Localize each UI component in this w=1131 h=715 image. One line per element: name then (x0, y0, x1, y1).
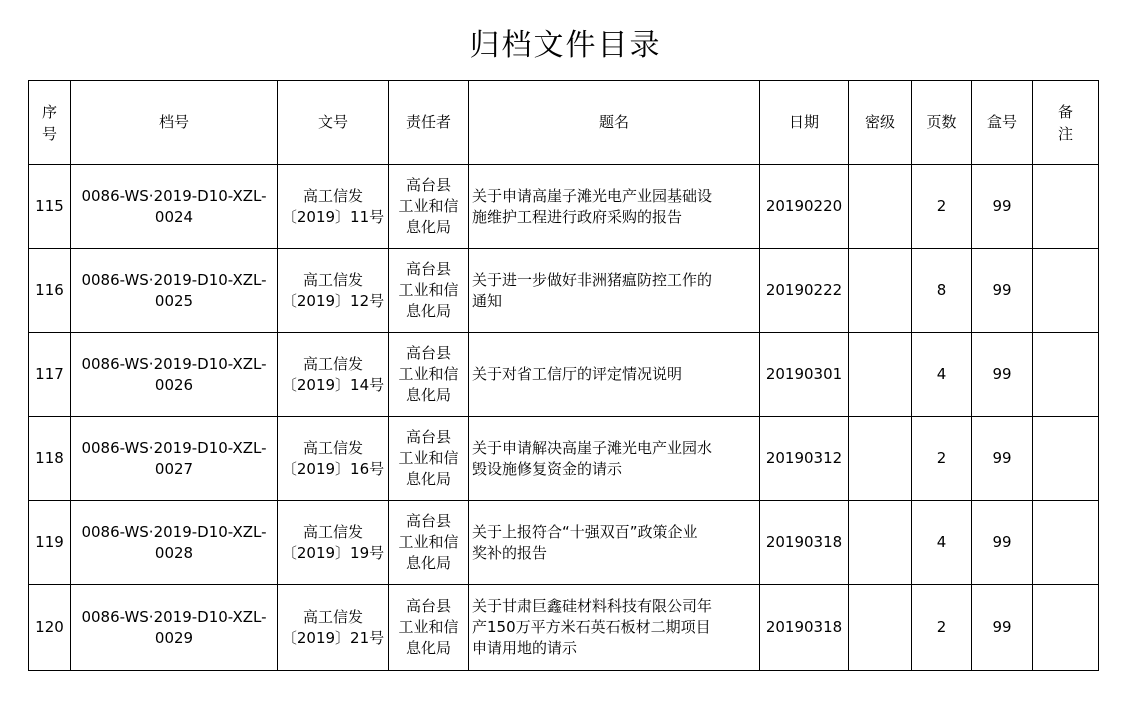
cell-archive-no (71, 417, 278, 501)
cell-seq: 119 (29, 501, 71, 585)
cell-doc-no (278, 333, 389, 417)
cell-pages: 4 (912, 501, 972, 585)
cell-doc-no (278, 165, 389, 249)
cell-subject (469, 585, 760, 671)
cell-doc-no-line: 高工信发 (302, 522, 363, 541)
cell-seq: 118 (29, 417, 71, 501)
cell-archive-no (71, 501, 278, 585)
cell-pages: 2 (912, 417, 972, 501)
cell-archive-no (71, 249, 278, 333)
cell-archive-no-line: 0086-WS·2019-D10-XZL- (81, 607, 267, 626)
cell-date: 20190301 (760, 333, 849, 417)
cell-date: 20190318 (760, 585, 849, 671)
cell-responsible (389, 333, 469, 417)
cell-responsible (389, 501, 469, 585)
cell-responsible (389, 249, 469, 333)
cell-subject-line: 施维护工程进行政府采购的报告 (472, 207, 683, 226)
cell-doc-no-line: 高工信发 (302, 186, 363, 205)
cell-subject-line: 奖补的报告 (472, 543, 548, 562)
cell-box-no: 99 (972, 249, 1033, 333)
cell-doc-no-line: 〔2019〕12号 (281, 291, 385, 310)
header-subject: 题名 (469, 81, 760, 165)
cell-doc-no-line: 高工信发 (302, 270, 363, 289)
table-row (29, 165, 1099, 249)
cell-pages: 2 (912, 585, 972, 671)
cell-seq: 115 (29, 165, 71, 249)
cell-secret-level (849, 417, 912, 501)
cell-subject-line: 申请用地的请示 (472, 639, 578, 657)
cell-subject-line: 毁设施修复资金的请示 (472, 459, 623, 478)
cell-doc-no (278, 501, 389, 585)
cell-secret-level (849, 501, 912, 585)
cell-pages: 2 (912, 165, 972, 249)
archive-catalog-table (28, 80, 1099, 671)
cell-seq: 117 (29, 333, 71, 417)
cell-responsible-line: 高台县 (405, 260, 451, 278)
cell-secret-level (849, 333, 912, 417)
cell-responsible (389, 585, 469, 671)
cell-responsible-line: 高台县 (405, 176, 451, 194)
cell-box-no: 99 (972, 417, 1033, 501)
cell-archive-no-line: 0027 (154, 459, 194, 478)
cell-responsible-line: 工业和信 (398, 533, 459, 551)
cell-archive-no-line: 0086-WS·2019-D10-XZL- (81, 270, 267, 289)
cell-archive-no-line: 0029 (154, 628, 194, 647)
cell-remark (1033, 501, 1099, 585)
cell-pages: 8 (912, 249, 972, 333)
cell-doc-no-line: 高工信发 (302, 607, 363, 626)
header-seq (29, 81, 71, 165)
cell-responsible-line: 息化局 (405, 302, 451, 320)
cell-subject-line: 关于进一步做好非洲猪瘟防控工作的 (472, 270, 713, 289)
table-body (29, 165, 1099, 671)
cell-doc-no-line: 〔2019〕21号 (281, 628, 385, 647)
cell-archive-no-line: 0026 (154, 375, 194, 394)
cell-responsible-line: 工业和信 (398, 618, 459, 636)
cell-box-no: 99 (972, 165, 1033, 249)
table-row (29, 585, 1099, 671)
cell-responsible-line: 息化局 (405, 470, 451, 488)
table-row (29, 333, 1099, 417)
cell-box-no: 99 (972, 333, 1033, 417)
cell-responsible-line: 工业和信 (398, 281, 459, 299)
header-archive-no: 档号 (71, 81, 278, 165)
table-row (29, 501, 1099, 585)
cell-subject-line: 通知 (472, 291, 503, 310)
header-seq-char: 序 (41, 102, 57, 121)
cell-archive-no-line: 0086-WS·2019-D10-XZL- (81, 438, 267, 457)
cell-responsible (389, 165, 469, 249)
cell-responsible-line: 息化局 (405, 218, 451, 236)
cell-pages: 4 (912, 333, 972, 417)
page-title: 归档文件目录 (469, 28, 662, 63)
cell-box-no: 99 (972, 585, 1033, 671)
header-doc-no: 文号 (278, 81, 389, 165)
cell-responsible-line: 高台县 (405, 344, 451, 362)
cell-subject (469, 333, 760, 417)
cell-doc-no-line: 高工信发 (302, 354, 363, 373)
cell-subject-line: 关于上报符合“十强双百”政策企业 (472, 522, 698, 541)
cell-doc-no-line: 高工信发 (302, 438, 363, 457)
cell-remark (1033, 165, 1099, 249)
table-row (29, 249, 1099, 333)
cell-archive-no-line: 0086-WS·2019-D10-XZL- (81, 522, 267, 541)
cell-doc-no (278, 585, 389, 671)
header-remark-char: 备 (1057, 102, 1073, 121)
cell-subject-line: 关于对省工信厅的评定情况说明 (472, 365, 683, 383)
cell-archive-no-line: 0024 (154, 207, 194, 226)
cell-subject (469, 165, 760, 249)
cell-subject-line: 产150万平方米石英石板材二期项目 (472, 618, 711, 636)
cell-date: 20190318 (760, 501, 849, 585)
cell-subject-line: 关于申请高崖子滩光电产业园基础设 (472, 186, 713, 205)
cell-subject-line: 关于甘肃巨鑫硅材料科技有限公司年 (472, 597, 713, 615)
cell-box-no: 99 (972, 501, 1033, 585)
cell-responsible-line: 工业和信 (398, 197, 459, 215)
cell-doc-no-line: 〔2019〕19号 (281, 543, 385, 562)
cell-responsible-line: 工业和信 (398, 449, 459, 467)
cell-remark (1033, 333, 1099, 417)
cell-responsible-line: 高台县 (405, 512, 451, 530)
cell-archive-no-line: 0086-WS·2019-D10-XZL- (81, 354, 267, 373)
header-box-no: 盒号 (972, 81, 1033, 165)
cell-archive-no-line: 0025 (154, 291, 194, 310)
cell-remark (1033, 249, 1099, 333)
header-secret-level: 密级 (849, 81, 912, 165)
cell-responsible-line: 工业和信 (398, 365, 459, 383)
cell-archive-no-line: 0028 (154, 543, 194, 562)
cell-seq: 120 (29, 585, 71, 671)
cell-doc-no-line: 〔2019〕11号 (281, 207, 385, 226)
cell-seq: 116 (29, 249, 71, 333)
cell-doc-no (278, 417, 389, 501)
cell-remark (1033, 585, 1099, 671)
table-row (29, 417, 1099, 501)
cell-archive-no (71, 585, 278, 671)
cell-archive-no (71, 165, 278, 249)
cell-responsible (389, 417, 469, 501)
cell-archive-no (71, 333, 278, 417)
cell-archive-no-line: 0086-WS·2019-D10-XZL- (81, 186, 267, 205)
cell-secret-level (849, 165, 912, 249)
cell-doc-no (278, 249, 389, 333)
cell-responsible-line: 高台县 (405, 428, 451, 446)
header-remark (1033, 81, 1099, 165)
cell-subject (469, 249, 760, 333)
table-header-row (29, 81, 1099, 165)
cell-responsible-line: 高台县 (405, 597, 451, 615)
header-seq-char: 号 (41, 124, 57, 143)
header-pages: 页数 (912, 81, 972, 165)
cell-secret-level (849, 585, 912, 671)
cell-responsible-line: 息化局 (405, 386, 451, 404)
header-responsible: 责任者 (389, 81, 469, 165)
header-remark-char: 注 (1057, 124, 1073, 143)
cell-remark (1033, 417, 1099, 501)
cell-date: 20190222 (760, 249, 849, 333)
cell-date: 20190220 (760, 165, 849, 249)
cell-secret-level (849, 249, 912, 333)
cell-subject (469, 417, 760, 501)
cell-responsible-line: 息化局 (405, 554, 451, 572)
cell-subject (469, 501, 760, 585)
cell-responsible-line: 息化局 (405, 639, 451, 657)
cell-doc-no-line: 〔2019〕16号 (281, 459, 385, 478)
cell-doc-no-line: 〔2019〕14号 (281, 375, 385, 394)
cell-date: 20190312 (760, 417, 849, 501)
cell-subject-line: 关于申请解决高崖子滩光电产业园水 (472, 438, 713, 457)
header-date: 日期 (760, 81, 849, 165)
